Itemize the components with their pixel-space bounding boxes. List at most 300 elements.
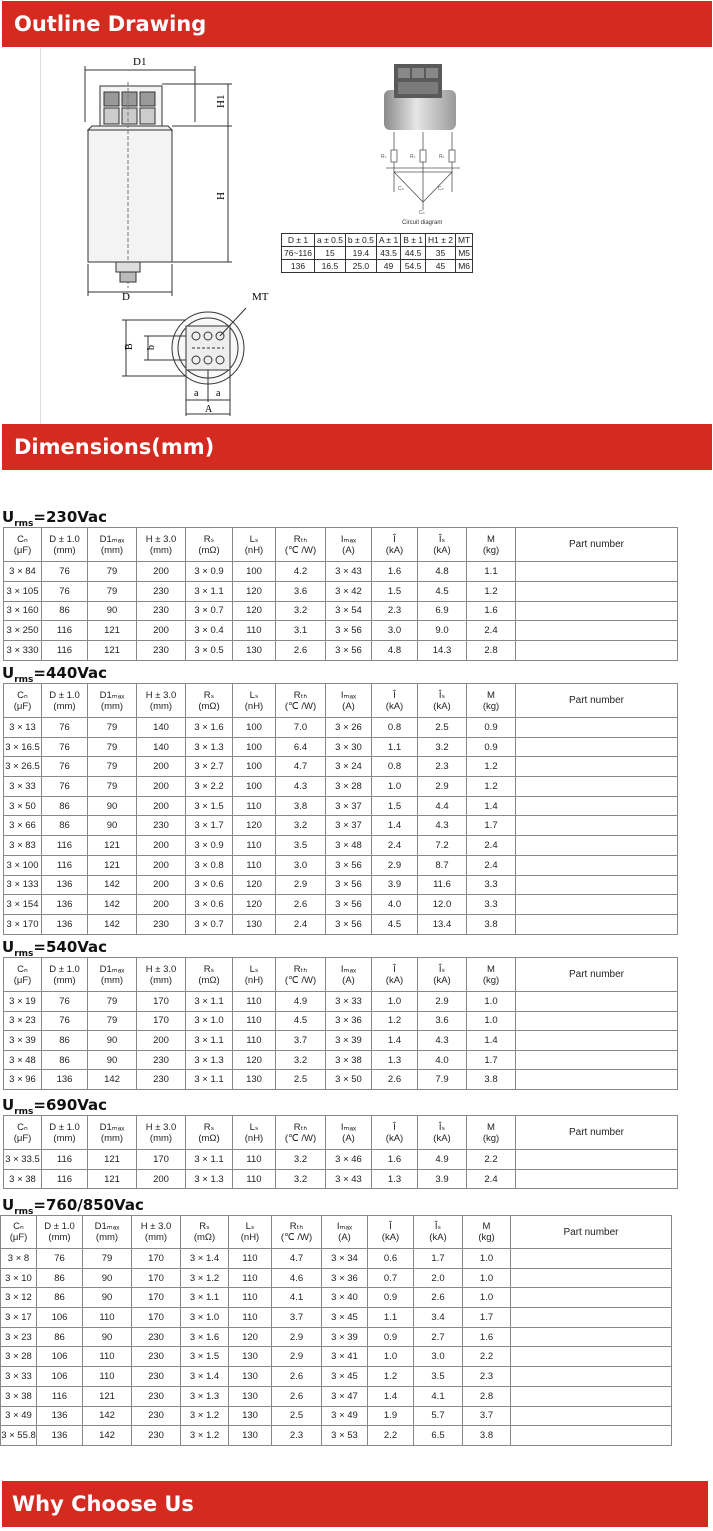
voltage-section-label xyxy=(2,938,107,959)
table-row xyxy=(4,1011,678,1031)
cell-resistance: 3 × 1.4 xyxy=(181,1367,229,1387)
table-row xyxy=(1,1288,672,1308)
header-diameter xyxy=(42,1116,88,1150)
cell-capacitance: 3 × 26.5 xyxy=(4,757,42,777)
header-unit: (μF) xyxy=(9,1232,28,1243)
header-diameter xyxy=(42,958,88,992)
cell-mass: 2.3 xyxy=(463,1367,511,1387)
cell-part-number xyxy=(516,875,678,895)
cell-part-number xyxy=(516,992,678,1012)
cell-surge-current: 7.9 xyxy=(418,1070,467,1090)
cell-part-number xyxy=(516,601,678,621)
header-symbol: Iₘₐₓ xyxy=(340,1121,357,1133)
header-symbol: Rₜₕ xyxy=(293,1121,308,1133)
header-max-diameter xyxy=(88,684,137,718)
cell-surge-current: 13.4 xyxy=(418,914,467,934)
cell-mass: 3.3 xyxy=(467,895,516,915)
cell-part-number xyxy=(511,1426,672,1446)
cell-max-current: 3 × 54 xyxy=(326,601,372,621)
c-label-1: Cₙ xyxy=(398,186,404,192)
cell-part-number xyxy=(516,1011,678,1031)
r-label-3: Rₛ xyxy=(439,154,445,160)
cell-inductance: 100 xyxy=(233,737,276,757)
cell-resistance: 3 × 1.1 xyxy=(186,1070,233,1090)
cell-diameter: 106 xyxy=(37,1347,83,1367)
header-max-diameter xyxy=(88,1116,137,1150)
header-unit: (kA) xyxy=(433,544,451,556)
cell-resistance: 3 × 1.1 xyxy=(186,992,233,1012)
header-unit: (kA) xyxy=(429,1232,447,1243)
d-label: D xyxy=(122,291,130,302)
header-peak-current xyxy=(372,958,418,992)
header-height xyxy=(137,958,186,992)
cell-max-diameter: 90 xyxy=(83,1288,132,1308)
cell-mass: 1.2 xyxy=(467,757,516,777)
cell-part-number xyxy=(516,777,678,797)
cell-resistance: 3 × 0.6 xyxy=(186,875,233,895)
cell-surge-current: 3.6 xyxy=(418,1011,467,1031)
voltage-label-prefix: U xyxy=(2,1096,15,1114)
cell-mass: 2.2 xyxy=(463,1347,511,1367)
header-symbol: Îₛ xyxy=(434,1221,442,1232)
outline-drawing-banner xyxy=(2,1,712,47)
cell-thermal-resistance: 3.2 xyxy=(276,1050,326,1070)
cell-diameter: 86 xyxy=(37,1288,83,1308)
cell-height: 230 xyxy=(132,1327,181,1347)
terminal-cell: 43.5 xyxy=(376,247,400,260)
header-unit: (nH) xyxy=(244,974,264,986)
header-symbol: D1ₘₐₓ xyxy=(94,1221,120,1232)
cell-max-diameter: 79 xyxy=(88,562,137,582)
cell-thermal-resistance: 4.7 xyxy=(272,1249,322,1269)
cell-diameter: 86 xyxy=(42,601,88,621)
header-inductance xyxy=(229,1216,272,1249)
header-unit: (kA) xyxy=(385,544,404,556)
cell-surge-current: 4.9 xyxy=(418,1150,467,1170)
d1-label: D1 xyxy=(133,56,147,68)
cell-surge-current: 14.3 xyxy=(418,641,467,661)
header-symbol: Î xyxy=(389,1221,392,1232)
cell-mass: 3.7 xyxy=(463,1406,511,1426)
terminal-cell: 76~116 xyxy=(282,247,315,260)
cell-height: 200 xyxy=(137,836,186,856)
header-part-number: Part number xyxy=(516,958,678,992)
cell-surge-current: 2.9 xyxy=(418,992,467,1012)
header-part-number: Part number xyxy=(516,528,678,562)
header-symbol: D1ₘₐₓ xyxy=(99,689,125,701)
header-symbol: D1ₘₐₓ xyxy=(99,533,125,545)
voltage-label-value: =690Vac xyxy=(33,1096,108,1114)
voltage-section-label xyxy=(2,1196,144,1217)
cell-inductance: 130 xyxy=(229,1386,272,1406)
cell-part-number xyxy=(516,895,678,915)
header-symbol: Î xyxy=(393,1121,396,1133)
cell-resistance: 3 × 1.0 xyxy=(186,1011,233,1031)
header-symbol: Îₛ xyxy=(438,1121,446,1133)
header-unit: (kA) xyxy=(433,1132,451,1144)
cell-capacitance: 3 × 50 xyxy=(4,796,42,816)
cell-max-current: 3 × 40 xyxy=(322,1288,368,1308)
header-max-current xyxy=(326,528,372,562)
cell-mass: 2.8 xyxy=(463,1386,511,1406)
cell-resistance: 3 × 1.1 xyxy=(186,581,233,601)
header-height xyxy=(132,1216,181,1249)
cell-max-diameter: 121 xyxy=(88,855,137,875)
cell-thermal-resistance: 3.2 xyxy=(276,816,326,836)
cell-max-current: 3 × 48 xyxy=(326,836,372,856)
circuit-diagram xyxy=(376,132,476,228)
cell-peak-current: 2.9 xyxy=(372,855,418,875)
cell-inductance: 130 xyxy=(229,1347,272,1367)
cell-surge-current: 4.3 xyxy=(418,816,467,836)
table-row xyxy=(4,1031,678,1051)
cell-max-diameter: 121 xyxy=(88,641,137,661)
cell-max-diameter: 79 xyxy=(88,737,137,757)
cell-inductance: 120 xyxy=(233,1050,276,1070)
cell-max-diameter: 79 xyxy=(83,1249,132,1269)
header-symbol: Î xyxy=(393,689,396,701)
cell-mass: 0.9 xyxy=(467,718,516,738)
cell-thermal-resistance: 3.2 xyxy=(276,601,326,621)
header-symbol: H ± 3.0 xyxy=(145,963,177,975)
terminal-cell: 15 xyxy=(314,247,345,260)
cell-resistance: 3 × 0.8 xyxy=(186,855,233,875)
cell-max-diameter: 90 xyxy=(83,1268,132,1288)
cell-surge-current: 2.5 xyxy=(418,718,467,738)
cell-max-current: 3 × 36 xyxy=(322,1268,368,1288)
header-symbol: Lₛ xyxy=(249,963,259,975)
cell-thermal-resistance: 3.2 xyxy=(276,1169,326,1189)
cell-peak-current: 1.3 xyxy=(372,1169,418,1189)
table-row xyxy=(4,796,678,816)
cell-surge-current: 8.7 xyxy=(418,855,467,875)
cell-inductance: 130 xyxy=(233,641,276,661)
cell-part-number xyxy=(516,1070,678,1090)
cell-peak-current: 1.2 xyxy=(372,1011,418,1031)
header-symbol: Lₛ xyxy=(249,1121,259,1133)
cell-diameter: 116 xyxy=(42,855,88,875)
cell-thermal-resistance: 4.1 xyxy=(272,1288,322,1308)
cell-surge-current: 9.0 xyxy=(418,621,467,641)
cell-surge-current: 2.6 xyxy=(414,1288,463,1308)
cell-peak-current: 4.0 xyxy=(372,895,418,915)
header-thermal-resistance xyxy=(276,528,326,562)
cell-max-current: 3 × 42 xyxy=(326,581,372,601)
cell-thermal-resistance: 2.6 xyxy=(272,1367,322,1387)
cell-diameter: 116 xyxy=(42,621,88,641)
cell-part-number xyxy=(516,718,678,738)
cell-capacitance: 3 × 10 xyxy=(1,1268,37,1288)
table-row xyxy=(4,855,678,875)
cell-height: 200 xyxy=(137,757,186,777)
cell-max-diameter: 79 xyxy=(88,1011,137,1031)
header-symbol: H ± 3.0 xyxy=(145,689,177,701)
header-unit: (kg) xyxy=(482,1132,500,1144)
cell-max-current: 3 × 53 xyxy=(322,1426,368,1446)
cell-diameter: 86 xyxy=(37,1268,83,1288)
cell-resistance: 3 × 1.2 xyxy=(181,1268,229,1288)
header-symbol: Cₙ xyxy=(17,533,28,545)
cell-max-diameter: 142 xyxy=(83,1406,132,1426)
terminal-cell: 54.5 xyxy=(401,260,426,273)
cell-diameter: 76 xyxy=(42,992,88,1012)
cell-part-number xyxy=(516,581,678,601)
cell-thermal-resistance: 2.6 xyxy=(272,1386,322,1406)
header-unit: (A) xyxy=(342,700,355,712)
table-row xyxy=(4,581,678,601)
cell-resistance: 3 × 1.3 xyxy=(186,1169,233,1189)
cell-max-current: 3 × 37 xyxy=(326,816,372,836)
header-resistance xyxy=(186,958,233,992)
cell-max-current: 3 × 26 xyxy=(326,718,372,738)
header-unit: (mm) xyxy=(95,1232,119,1243)
cell-capacitance: 3 × 66 xyxy=(4,816,42,836)
cell-max-current: 3 × 56 xyxy=(326,855,372,875)
table-row xyxy=(4,601,678,621)
cell-mass: 1.7 xyxy=(467,816,516,836)
cell-resistance: 3 × 1.6 xyxy=(181,1327,229,1347)
cell-max-current: 3 × 50 xyxy=(326,1070,372,1090)
cell-capacitance: 3 × 28 xyxy=(1,1347,37,1367)
header-symbol: D ± 1.0 xyxy=(49,689,80,701)
header-resistance xyxy=(186,1116,233,1150)
header-unit: (mm) xyxy=(53,700,76,712)
voltage-label-value: =230Vac xyxy=(33,508,108,526)
cell-mass: 1.6 xyxy=(467,601,516,621)
cell-capacitance: 3 × 33 xyxy=(1,1367,37,1387)
header-unit: (mΩ) xyxy=(193,1232,216,1243)
header-symbol: M xyxy=(487,689,495,701)
header-unit: (nH) xyxy=(244,700,264,712)
cell-max-current: 3 × 33 xyxy=(326,992,372,1012)
cell-peak-current: 1.5 xyxy=(372,581,418,601)
header-symbol: Lₛ xyxy=(245,1221,255,1232)
cell-height: 230 xyxy=(137,914,186,934)
cell-capacitance: 3 × 48 xyxy=(4,1050,42,1070)
terminal-cell: 35 xyxy=(425,247,455,260)
cell-capacitance: 3 × 55.8 xyxy=(1,1426,37,1446)
table-row xyxy=(1,1268,672,1288)
header-max-current xyxy=(322,1216,368,1249)
cell-capacitance: 3 × 8 xyxy=(1,1249,37,1269)
terminal-cell: 44.5 xyxy=(401,247,426,260)
table-row xyxy=(4,777,678,797)
header-surge-current xyxy=(418,684,467,718)
cell-surge-current: 4.1 xyxy=(414,1386,463,1406)
voltage-label-sub: rms xyxy=(14,1207,34,1217)
cell-resistance: 3 × 0.6 xyxy=(186,895,233,915)
header-height xyxy=(137,684,186,718)
header-symbol: M xyxy=(487,963,495,975)
cell-part-number xyxy=(516,855,678,875)
cell-height: 230 xyxy=(137,601,186,621)
cell-resistance: 3 × 1.2 xyxy=(181,1406,229,1426)
header-unit: (℃ /W) xyxy=(284,700,317,712)
header-capacitance xyxy=(1,1216,37,1249)
cell-height: 230 xyxy=(137,641,186,661)
dimension-table xyxy=(3,527,678,661)
voltage-label-prefix: U xyxy=(2,938,15,956)
cell-mass: 3.3 xyxy=(467,875,516,895)
cell-surge-current: 2.0 xyxy=(414,1268,463,1288)
cell-diameter: 76 xyxy=(42,581,88,601)
cell-max-current: 3 × 56 xyxy=(326,914,372,934)
table-row xyxy=(4,1150,678,1170)
cell-part-number xyxy=(516,816,678,836)
table-row xyxy=(4,737,678,757)
cell-peak-current: 1.1 xyxy=(372,737,418,757)
header-symbol: Îₛ xyxy=(438,963,446,975)
cell-capacitance: 3 × 19 xyxy=(4,992,42,1012)
b-big-label: B xyxy=(124,343,135,350)
cell-part-number xyxy=(511,1327,672,1347)
cell-capacitance: 3 × 133 xyxy=(4,875,42,895)
header-unit: (μF) xyxy=(13,1132,32,1144)
cell-inductance: 130 xyxy=(229,1367,272,1387)
cell-inductance: 100 xyxy=(233,718,276,738)
table-row xyxy=(4,718,678,738)
header-symbol: D1ₘₐₓ xyxy=(99,1121,125,1133)
header-symbol: Cₙ xyxy=(17,963,28,975)
cell-thermal-resistance: 2.9 xyxy=(272,1347,322,1367)
cell-diameter: 106 xyxy=(37,1367,83,1387)
cell-capacitance: 3 × 160 xyxy=(4,601,42,621)
cell-capacitance: 3 × 12 xyxy=(1,1288,37,1308)
cell-peak-current: 3.9 xyxy=(372,875,418,895)
cell-inductance: 110 xyxy=(233,1169,276,1189)
table-row xyxy=(4,914,678,934)
cell-surge-current: 4.5 xyxy=(418,581,467,601)
cell-capacitance: 3 × 170 xyxy=(4,914,42,934)
cell-resistance: 3 × 1.0 xyxy=(181,1308,229,1328)
cell-resistance: 3 × 1.1 xyxy=(181,1288,229,1308)
header-diameter xyxy=(42,684,88,718)
header-symbol: Rₛ xyxy=(203,963,215,975)
cell-thermal-resistance: 2.3 xyxy=(272,1426,322,1446)
header-unit: (μF) xyxy=(13,544,32,556)
header-symbol: Rₛ xyxy=(203,689,215,701)
header-symbol: Iₘₐₓ xyxy=(340,963,357,975)
header-symbol: Î xyxy=(393,963,396,975)
cell-diameter: 86 xyxy=(42,1050,88,1070)
cell-inductance: 110 xyxy=(229,1288,272,1308)
header-unit: (kA) xyxy=(385,700,404,712)
cell-part-number xyxy=(516,621,678,641)
header-mass xyxy=(467,958,516,992)
cell-surge-current: 2.9 xyxy=(418,777,467,797)
cell-resistance: 3 × 1.3 xyxy=(186,1050,233,1070)
cell-capacitance: 3 × 105 xyxy=(4,581,42,601)
cell-thermal-resistance: 2.5 xyxy=(272,1406,322,1426)
header-capacitance xyxy=(4,684,42,718)
table-row xyxy=(1,1426,672,1446)
table-header-row xyxy=(4,1116,678,1150)
header-mass xyxy=(467,1116,516,1150)
cell-peak-current: 1.2 xyxy=(368,1367,414,1387)
cell-max-diameter: 79 xyxy=(88,992,137,1012)
terminal-cell: M5 xyxy=(455,247,472,260)
header-resistance xyxy=(186,528,233,562)
cell-max-current: 3 × 24 xyxy=(326,757,372,777)
cell-max-diameter: 90 xyxy=(88,1050,137,1070)
cell-peak-current: 4.8 xyxy=(372,641,418,661)
cell-diameter: 76 xyxy=(42,757,88,777)
table-header-row xyxy=(4,684,678,718)
header-diameter xyxy=(37,1216,83,1249)
cell-mass: 1.7 xyxy=(467,1050,516,1070)
header-thermal-resistance xyxy=(276,684,326,718)
terminal-header-cell: D ± 1 xyxy=(282,234,315,247)
terminal-cell: 45 xyxy=(425,260,455,273)
cell-diameter: 116 xyxy=(42,1169,88,1189)
cell-mass: 1.0 xyxy=(467,1011,516,1031)
terminal-cell: 49 xyxy=(376,260,400,273)
cell-mass: 1.4 xyxy=(467,796,516,816)
terminal-header-cell: b ± 0.5 xyxy=(345,234,376,247)
cell-max-current: 3 × 36 xyxy=(326,1011,372,1031)
cell-height: 170 xyxy=(132,1308,181,1328)
cell-thermal-resistance: 4.5 xyxy=(276,1011,326,1031)
table-row xyxy=(4,992,678,1012)
cell-height: 170 xyxy=(137,1150,186,1170)
cell-resistance: 3 × 1.6 xyxy=(186,718,233,738)
header-mass xyxy=(463,1216,511,1249)
c-label-3: Cₙ xyxy=(419,210,425,216)
cell-height: 230 xyxy=(137,1070,186,1090)
header-mass xyxy=(467,684,516,718)
b-small-label: b xyxy=(146,345,157,350)
cell-part-number xyxy=(511,1268,672,1288)
cell-mass: 1.6 xyxy=(463,1327,511,1347)
cell-height: 230 xyxy=(137,581,186,601)
cell-mass: 3.8 xyxy=(467,914,516,934)
cell-height: 170 xyxy=(137,992,186,1012)
cell-inductance: 110 xyxy=(229,1308,272,1328)
cell-diameter: 136 xyxy=(42,914,88,934)
cell-peak-current: 1.4 xyxy=(372,816,418,836)
cell-inductance: 110 xyxy=(233,621,276,641)
header-unit: (kA) xyxy=(433,974,451,986)
cell-inductance: 130 xyxy=(229,1406,272,1426)
cell-thermal-resistance: 6.4 xyxy=(276,737,326,757)
header-height xyxy=(137,528,186,562)
header-symbol: H ± 3.0 xyxy=(145,533,177,545)
cell-part-number xyxy=(516,1031,678,1051)
cell-surge-current: 4.8 xyxy=(418,562,467,582)
cell-resistance: 3 × 1.1 xyxy=(186,1031,233,1051)
header-surge-current xyxy=(414,1216,463,1249)
cell-thermal-resistance: 4.3 xyxy=(276,777,326,797)
table-header-row xyxy=(4,958,678,992)
cell-peak-current: 0.8 xyxy=(372,718,418,738)
cell-capacitance: 3 × 96 xyxy=(4,1070,42,1090)
header-unit: (kg) xyxy=(478,1232,495,1243)
header-unit: (mΩ) xyxy=(198,1132,220,1144)
header-inductance xyxy=(233,1116,276,1150)
cell-part-number xyxy=(516,757,678,777)
a-label-1: a xyxy=(194,388,199,399)
terminal-header-cell: MT xyxy=(455,234,472,247)
cell-peak-current: 1.5 xyxy=(372,796,418,816)
cell-thermal-resistance: 2.9 xyxy=(276,875,326,895)
header-inductance xyxy=(233,958,276,992)
header-unit: (℃ /W) xyxy=(284,974,317,986)
cell-diameter: 116 xyxy=(42,1150,88,1170)
cell-max-current: 3 × 41 xyxy=(322,1347,368,1367)
h1-label: H1 xyxy=(215,94,227,108)
cell-peak-current: 1.3 xyxy=(372,1050,418,1070)
cell-mass: 1.2 xyxy=(467,581,516,601)
